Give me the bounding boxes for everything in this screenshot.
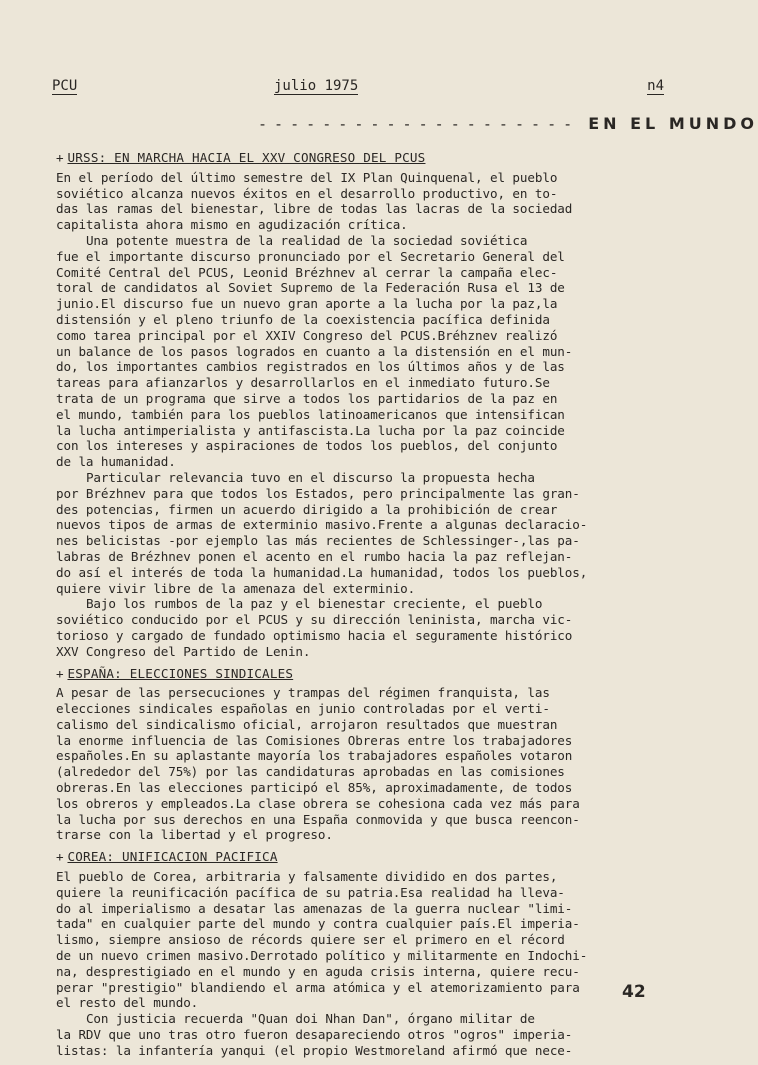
article-espana <box>56 666 660 844</box>
article-heading-text: ESPAÑA: ELECCIONES SINDICALES <box>67 665 294 681</box>
page-number: 42 <box>622 982 646 1002</box>
section-title-text: EN EL MUNDO <box>588 114 758 133</box>
section-title-dashes: - - - - - - - - - - - - - - - - - - - - <box>258 115 572 133</box>
article-body <box>56 150 660 1065</box>
article-corea <box>56 849 660 1058</box>
header-date: julio 1975 <box>274 78 359 94</box>
article-heading-text: COREA: UNIFICACION PACIFICA <box>67 849 278 865</box>
paragraph: En el período del último semestre del IX Plan Quinquenal, el pueblo soviético alcanza nuevos éxitos en el desarrollo productivo, en to- das las ramas del bienestar, libre de todas las lacras de la sociedad capitalista ahora mismo en agudización crítica. <box>56 169 573 233</box>
article-heading: + URSS: EN MARCHA HACIA EL XXV CONGRESO DEL PCUS <box>56 150 426 165</box>
header-issue: n4 <box>647 78 664 94</box>
paragraph: Una potente muestra de la realidad de la sociedad soviética fue el importante discurso pronunciado por el Secretario General del Comité Central del PCUS, Leonid Brézhnev al cerrar la campaña elec- toral de candidatos al Soviet Supremo de la Federación Rusa el 13 de junio.El discurso fue un nuevo gran aporte a la lucha por la paz,la distensión y el pleno triunfo de la coexistencia pacífica definida como tarea principal por el XXIV Congreso del PCUS.Bréhznev realizó un balance de los pasos logrados en cuanto a la distensión en el mun- do, los importantes cambios registrados en los últimos años y de las tareas para afianzarlos y desarrollarlos en el inmediato futuro.Se trata de un programa que sirve a todos los partidarios de la paz en el mundo, también para los pueblos latinoamericanos que intensifican la lucha antimperialista y antifascista.La lucha por la paz coincide con los intereses y aspiraciones de todos los pueblos, del conjunto de la humanidad. <box>56 232 573 470</box>
article-heading-text: URSS: EN MARCHA HACIA EL XXV CONGRESO DEL PCUS <box>67 150 426 165</box>
paragraph: Bajo los rumbos de la paz y el bienestar creciente, el pueblo soviético conducido por el PCUS y su dirección leninista, marcha vic- torioso y cargado de fundado optimismo hacia el seguramente histórico XXV Congreso del Partido de Lenin. <box>56 596 573 659</box>
paragraph: El pueblo de Corea, arbitraria y falsamente dividido en dos partes, quiere la reunificación pacífica de su patria.Esa realidad ha lleva- do al imperialismo a desatar las amenazas de la guerra nuclear "limi- tada" en cualquier parte del mundo y contra cualquier país.El imperia- lismo, siempre ansioso de récords quiere ser el primero en el récord de un nuevo crimen masivo.Derrotado político y militarmente en Indochi- na, desprestigiado en el mundo y en aguda crisis interna, quiere recu- perar "prestigio" blandiendo el arma atómica y el atemorizamiento para el resto del mundo. <box>56 869 588 1011</box>
page-header <box>52 78 664 98</box>
section-title <box>258 114 758 133</box>
header-publication: PCU <box>52 78 78 94</box>
article-heading: + ESPAÑA: ELECCIONES SINDICALES <box>56 665 294 681</box>
paragraph: A pesar de las persecuciones y trampas del régimen franquista, las elecciones sindicales españolas en junio controladas por el verti- calismo del sindicalismo oficial, arrojaron resultados que muestran la enorme influencia de las Comisiones Obreras entre los trabajadores españoles.En su aplastante mayoría los trabajadores españoles votaron (alrededor del 75%) por las candidaturas aprobadas en las comisiones obreras.En las elecciones participó el 85%, aproximadamente, de todos los obreros y empleados.La clase obrera se cohesiona cada vez más para la lucha por sus derechos en una España conmovida y que busca reencon- trarse con la libertad y el progreso. <box>56 685 580 843</box>
article-heading: + COREA: UNIFICACION PACIFICA <box>56 849 278 865</box>
article-urss <box>56 150 660 660</box>
paragraph: Particular relevancia tuvo en el discurso la propuesta hecha por Brézhnev para que todos los Estados, pero principalmente las gran- des potencias, firmen un acuerdo dirigido a la prohibición de crear nuevos tipos de armas de exterminio masivo.Frente a algunas declaracio- nes belicistas -por ejemplo las más recientes de Schlessinger-,las pa- labras de Brézhnev ponen el acento en el rumbo hacia la paz reflejan- do así el interés de toda la humanidad.La humanidad, todos los pueblos, quiere vivir libre de la amenaza del exterminio. <box>56 469 588 596</box>
paragraph: Con justicia recuerda "Quan doi Nhan Dan", órgano militar de la RDV que uno tras otro fueron desapareciendo otros "ogros" imperia- listas: la infantería yanqui (el propio Westmoreland afirmó que nece- <box>56 1011 573 1058</box>
